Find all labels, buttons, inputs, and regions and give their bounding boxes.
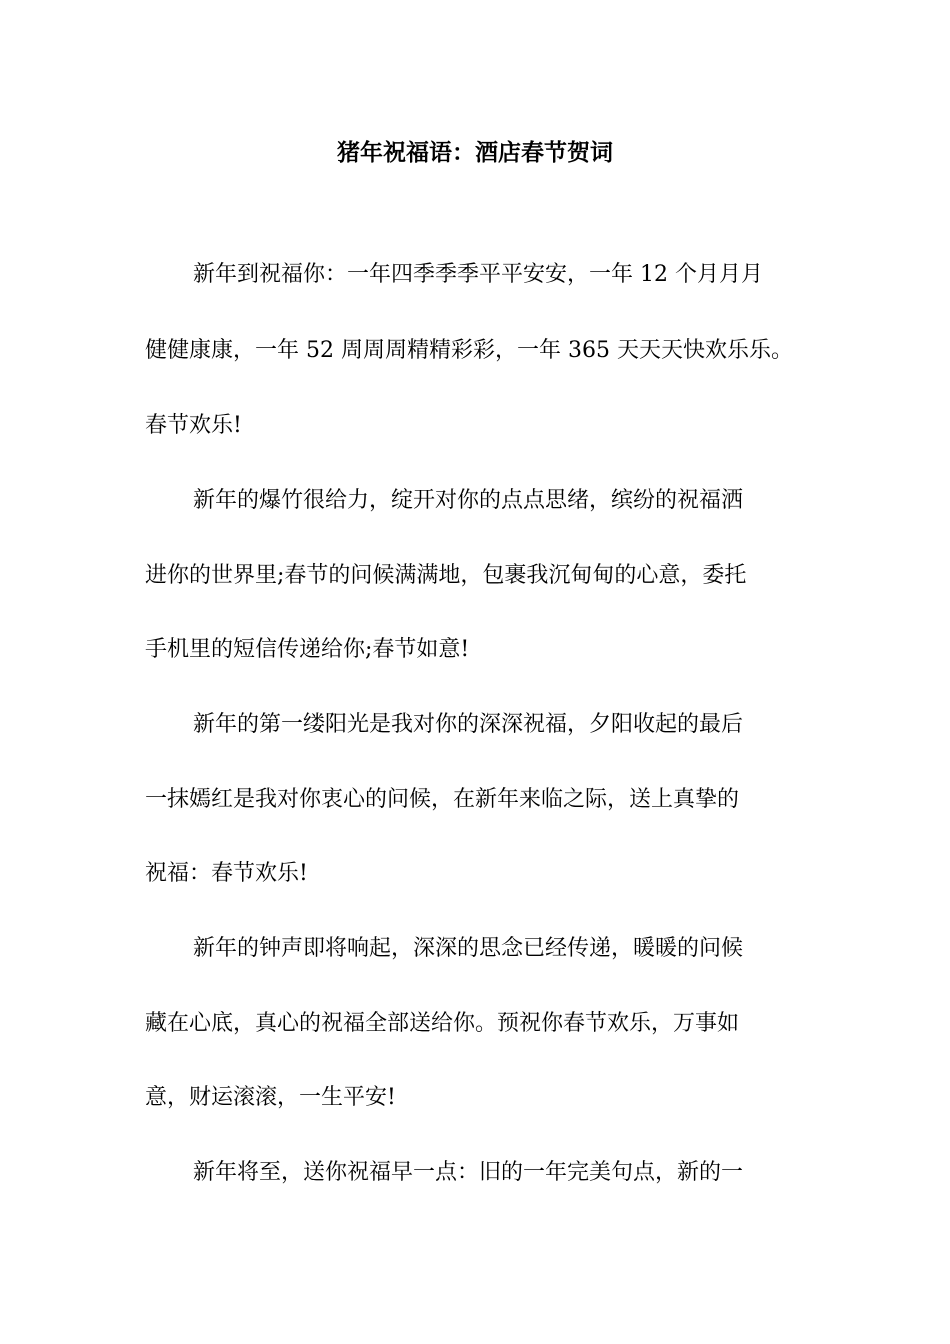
paragraph-4-line-2: 藏在心底，真心的祝福全部送给你。预祝你春节欢乐，万事如 bbox=[145, 1011, 740, 1036]
paragraph-1-line-1: 新年到祝福你：一年四季季季平平安安，一年 12 个月月月 bbox=[193, 262, 763, 287]
paragraph-4-line-1: 新年的钟声即将响起，深深的思念已经传递，暖暖的问候 bbox=[193, 936, 744, 961]
paragraph-4-line-3: 意，财运滚滚，一生平安! bbox=[145, 1085, 396, 1110]
paragraph-2-line-1: 新年的爆竹很给力，绽开对你的点点思绪，缤纷的祝福洒 bbox=[193, 488, 744, 513]
paragraph-2-line-3: 手机里的短信传递给你;春节如意! bbox=[145, 637, 470, 662]
page-title: 猪年祝福语：酒店春节贺词 bbox=[337, 139, 613, 166]
paragraph-1-line-2: 健健康康，一年 52 周周周精精彩彩，一年 365 天天天快欢乐乐。 bbox=[145, 338, 793, 363]
paragraph-3-line-1: 新年的第一缕阳光是我对你的深深祝福，夕阳收起的最后 bbox=[193, 712, 744, 737]
paragraph-3-line-3: 祝福：春节欢乐! bbox=[145, 861, 308, 886]
paragraph-1-line-3: 春节欢乐! bbox=[145, 413, 242, 438]
paragraph-5-line-1: 新年将至，送你祝福早一点：旧的一年完美句点，新的一 bbox=[193, 1160, 744, 1185]
paragraph-3-line-2: 一抹嫣红是我对你衷心的问候，在新年来临之际，送上真挚的 bbox=[145, 787, 740, 812]
paragraph-2-line-2: 进你的世界里;春节的问候满满地，包裹我沉甸甸的心意，委托 bbox=[145, 563, 747, 588]
